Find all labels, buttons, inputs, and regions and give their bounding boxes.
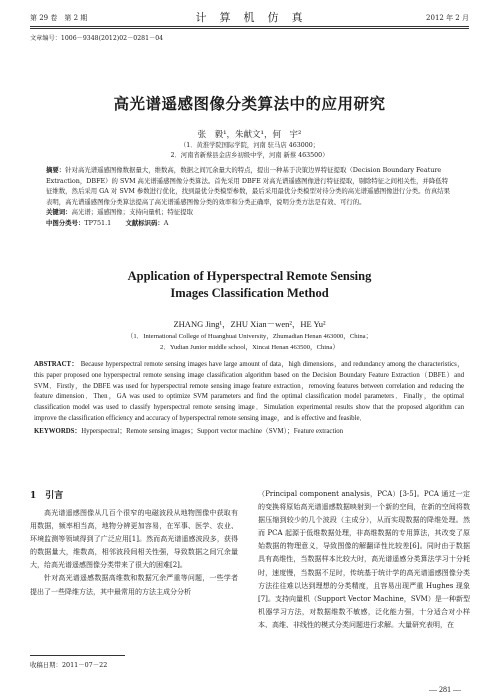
header-journal: 计 算 机 仿 真 bbox=[195, 11, 304, 24]
title-en bbox=[0, 268, 499, 302]
clc-value: TP751.1 bbox=[84, 218, 112, 227]
keywords-cn-text: 高光谱；遥感图像；支持向量机；特征提取 bbox=[71, 208, 193, 217]
affil-en-1: （1．International College of Huanghuai University，Zhumadian Henan 463000，China； bbox=[126, 333, 373, 340]
authors-cn: 张 毅¹，朱献文¹，何 宇² bbox=[197, 130, 302, 140]
title-cn: 高光谱遥感图像分类算法中的应用研究 bbox=[113, 94, 386, 113]
header-rule bbox=[30, 26, 469, 27]
abstract-en-label: ABSTRACT： bbox=[34, 361, 79, 368]
clc-label: 中图分类号： bbox=[46, 218, 85, 227]
header-rule-2 bbox=[30, 28, 469, 29]
doc-code-value: A bbox=[163, 218, 169, 227]
header-volume: 第 29 卷 第 2 期 bbox=[30, 14, 88, 22]
abstract-cn-text: 针对高光谱遥感图像数据量大，维数高，数据之间冗余量大的特点，提出一种基于决策边界特征提取（Decision Boundary Feature Extraction，DBFE）的 SVM 高光谱遥感图像分类算法。首先采用 DBFE 对高光谱遥感图像进行特征提取，剔除特征之间相关性，并降低特征维数，然后采用 GA 对 SVM 参数进行优化，找到最优分类模型参数，最后采用最优分类模型对待分类的高光谱遥感图像进行分类。仿真结果表明，高光谱遥感图像分类算法提高了高光谱遥感图像分类的效率和分类正确率，说明分类方法是有效、可行的。 bbox=[46, 166, 451, 206]
right-paragraph: （Principal component analysis，PCA）[3-5]。PCA 通过一定的变换将原始高光谱遥感数据映射到一个新的空间，在新的空间将数据压缩到较少的几个波段（主成分），从而实现数据的降维处理。然而 PCA 起源于低维数据处理，非高维数据的专用算法，其改变了原始数据的物理意义，导致图像的解翻译性比较差[6]。同时由于数据具有高维性，当数据样本比较大时，高光谱遥感分类算法学习十分耗时，速度慢，当数据不足时，传统基于统计学的高光谱遥感图像分类方法往往难以达到理想的分类精度，且容易出现严重 Hughes 现象[7]。支持向量机（Support Vector Machine，SVM）是一种新型机器学习方法，对数据维数不敏感，泛化能力强，十分适合对小样本、高维、非线性的模式分类问题进行求解。大量研究表明，在 bbox=[258, 490, 470, 629]
article-id: 文章编号：1006－9348(2012)02－0281－04 bbox=[30, 35, 164, 42]
authors-en: ZHANG Jing¹，ZHU Xian－wen²，HE Yu² bbox=[173, 319, 326, 329]
keywords-en-label: KEYWORDS： bbox=[34, 427, 82, 435]
section1-heading: 1 引言 bbox=[30, 491, 64, 501]
abstract-cn bbox=[46, 165, 454, 229]
title-en-line-1: Application of Hyperspectral Remote Sensing bbox=[127, 269, 372, 283]
keywords-en-text: Hyperspectral；Remote sensing images；Support vector machine（SVM）；Feature extraction bbox=[81, 427, 344, 435]
section1-paragraph-2: 针对高光谱遥感数据高维数和数据冗余严重等问题，一些学者提出了一些降维方法，其中最常用的方法主成分分析 bbox=[30, 574, 238, 596]
header-date: 2012 年 2 月 bbox=[426, 14, 469, 22]
affil-en-2: 2．Yudian Junior middle school，Xincai Henan 463500，China） bbox=[160, 344, 339, 351]
abstract-en-text: Because hyperspectral remote sensing images have large amount of data，high dimensions，and redundancy among the characteristics，this paper proposed one hyperspectral remote sensing image classification algorithm based on the Decision Boundary Feature Extraction（DBFE）and SVM．Firstly，the DBFE was used for hyperspectral remote sensing image feature extraction，removing features between correlation and reducing the feature dimension．Then，GA was used to optimize SVM parameters and find the optimal classification model parameters．Finally，the optimal classification model was used to classify hyperspectral remote sensing image．Simulation experimental results show that the proposed algorithm can improve the classification efficiency and accuracy of hyperspectral remote sensing image，and is effective and feasible． bbox=[34, 361, 464, 422]
abstract-en bbox=[34, 360, 464, 438]
left-column bbox=[30, 488, 238, 599]
keywords-cn-label: 关键词： bbox=[46, 208, 72, 217]
title-en-line-2: Images Classification Method bbox=[170, 286, 329, 300]
footnote-rule bbox=[30, 655, 125, 656]
page-number: — 281 — bbox=[429, 685, 461, 694]
section1-paragraph-1: 高光谱遥感图像从几百个很窄的电磁波段从地物图像中获取有用数据，频率相当高，地物分辨更加容易，在军事、医学、农业、环境监测等领域得到了广泛应用[1]。然而高光谱遥感波段多，获得的数据量大，维数高，相邻波段间相关性强，导致数据之间冗余量大，给高光谱遥感图像分类带来了很大的困难[2]。 bbox=[30, 509, 238, 570]
doc-code-label: 文献标识码： bbox=[125, 218, 164, 227]
abstract-cn-label: 摘要： bbox=[46, 166, 66, 174]
affil-cn-1: （1．黄淮学院国际学院，河南 驻马店 463000； bbox=[179, 142, 320, 149]
affil-cn-2: 2．河南省新蔡县金店乡初级中学，河南 新蔡 463500） bbox=[170, 152, 329, 159]
right-column bbox=[258, 488, 470, 632]
footnote: 收稿日期：2011－07－22 bbox=[30, 661, 108, 669]
